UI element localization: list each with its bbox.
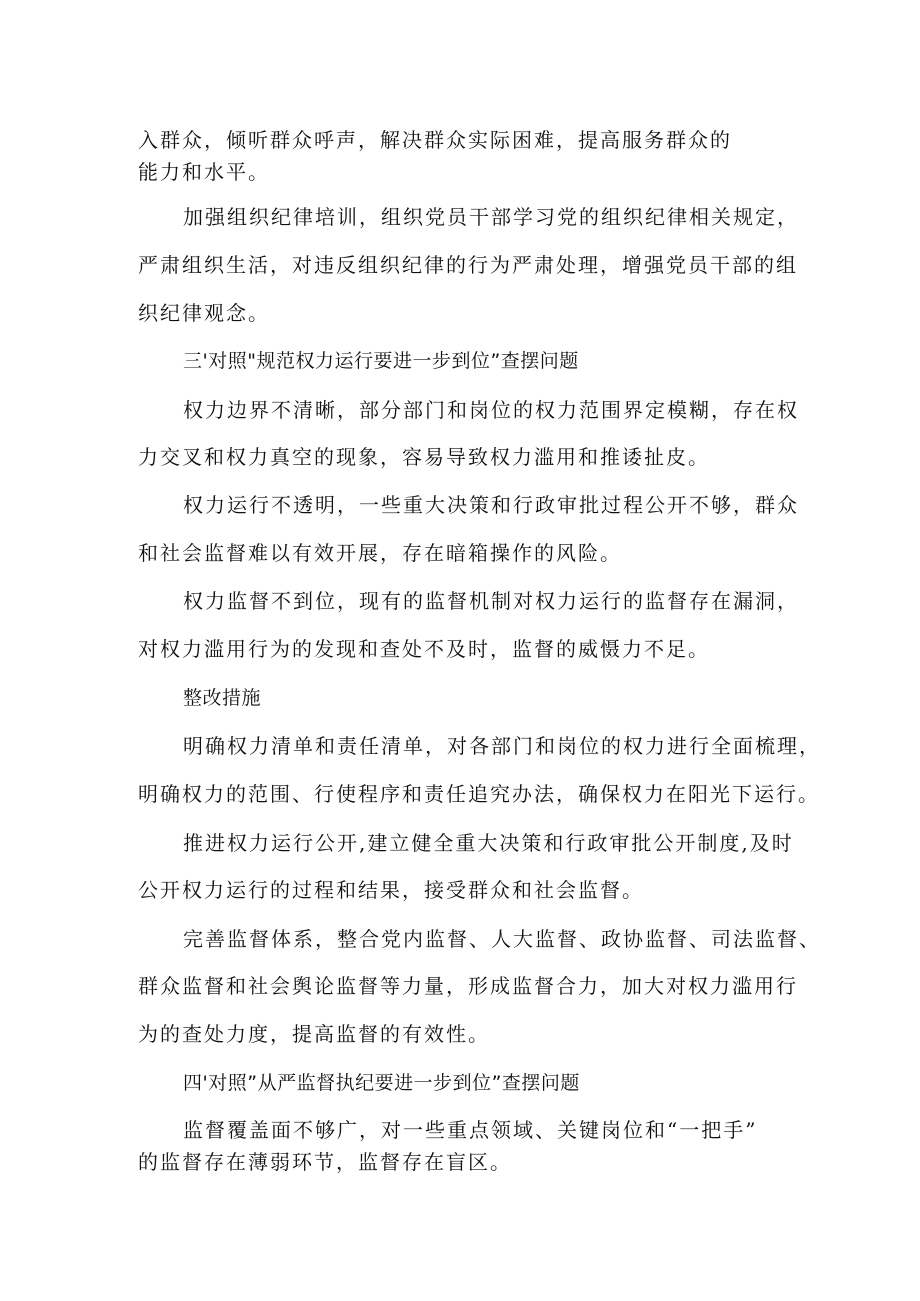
body-text-line: 明确权力的范围、行使程序和责任追究办法，确保权力在阳光下运行。: [138, 782, 820, 806]
paragraph-first-line: 完善监督体系，整合党内监督、人大监督、政协监督、司法监督、: [183, 927, 821, 951]
body-text-line: 能力和水平。: [138, 160, 270, 184]
body-text-line: 力交叉和权力真空的现象，容易导致权力滥用和推诿扯皮。: [138, 445, 710, 469]
body-text-line: 的监督存在薄弱环节，监督存在盲区。: [138, 1150, 512, 1174]
paragraph-first-line: 加强组织纪律培训，组织党员干部学习党的组织纪律相关规定，: [183, 205, 799, 229]
paragraph-first-line: 明确权力清单和责任清单，对各部门和岗位的权力进行全面梳理，: [183, 734, 821, 758]
body-text-line: 织纪律观念。: [138, 301, 270, 325]
body-text-line: 对权力滥用行为的发现和查处不及时，监督的威慑力不足。: [138, 637, 710, 661]
body-text-line: 群众监督和社会舆论监督等力量，形成监督合力，加大对权力滥用行: [138, 974, 798, 998]
body-text-line: 入群众，倾听群众呼声，解决群众实际困难，提高服务群众的: [138, 128, 732, 152]
section-heading-4: 四'对照”从严监督执纪要进一步到位”查摆问题: [183, 1072, 580, 1094]
paragraph-first-line: 权力监督不到位，现有的监督机制对权力运行的监督存在漏洞，: [183, 589, 799, 613]
section-heading-3: 三'对照"规范权力运行要进一步到位”查摆问题: [183, 350, 579, 372]
paragraph-first-line: 推进权力运行公开,建立健全重大决策和行政审批公开制度,及时: [183, 831, 794, 855]
body-text-line: 严肃组织生活，对违反组织纪律的行为严肃处理，增强党员干部的组: [138, 253, 798, 277]
body-text-line: 和社会监督难以有效开展，存在暗箱操作的风险。: [138, 541, 622, 565]
subsection-heading: 整改措施: [183, 687, 262, 709]
body-text-line: 为的查处力度，提高监督的有效性。: [138, 1022, 490, 1046]
paragraph-first-line: 监督覆盖面不够广，对一些重点领域、关键岗位和“一把手”: [183, 1118, 758, 1142]
paragraph-first-line: 权力边界不清晰，部分部门和岗位的权力范围界定模糊，存在权: [183, 398, 799, 422]
body-text-line: 公开权力运行的过程和结果，接受群众和社会监督。: [138, 878, 644, 902]
paragraph-first-line: 权力运行不透明，一些重大决策和行政审批过程公开不够，群众: [183, 493, 799, 517]
